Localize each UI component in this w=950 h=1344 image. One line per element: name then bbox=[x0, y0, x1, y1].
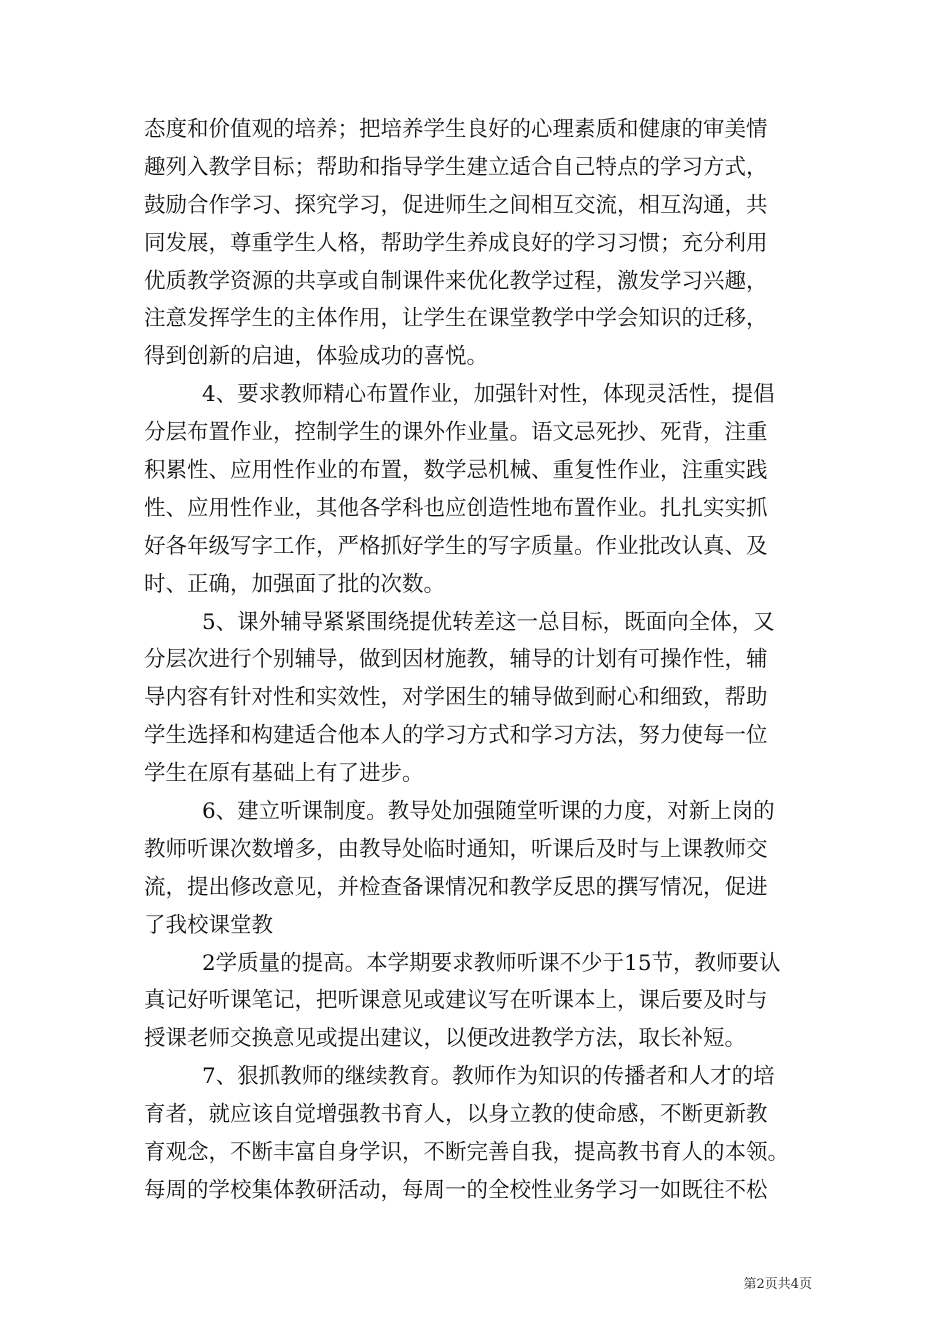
text-line: 积累性、应用性作业的布置，数学忌机械、重复性作业，注重实践 bbox=[144, 458, 768, 484]
paragraph-start-line: 4、要求教师精心布置作业，加强针对性，体现灵活性，提倡 bbox=[202, 382, 775, 408]
text-line: 育者，就应该自觉增强教书育人，以身立教的使命感，不断更新教 bbox=[144, 1102, 768, 1128]
text-line: 时、正确，加强面了批的次数。 bbox=[144, 571, 446, 597]
text-line: 学生选择和构建适合他本人的学习方式和学习方法，努力使每一位 bbox=[144, 723, 768, 749]
text-line: 趣列入教学目标；帮助和指导学生建立适合自己特点的学习方式， bbox=[144, 154, 768, 180]
text-line: 性、应用性作业，其他各学科也应创造性地布置作业。扎扎实实抓 bbox=[144, 495, 768, 521]
text-line: 态度和价值观的培养；把培养学生良好的心理素质和健康的审美情 bbox=[144, 117, 768, 142]
text-line: 授课老师交换意见或提出建议，以便改进教学方法，取长补短。 bbox=[144, 1026, 747, 1052]
text-line: 导内容有针对性和实效性，对学困生的辅导做到耐心和细致，帮助 bbox=[144, 685, 768, 711]
text-line: 学生在原有基础上有了进步。 bbox=[144, 761, 424, 787]
text-line: 真记好听课笔记，把听课意见或建议写在听课本上，课后要及时与 bbox=[144, 988, 768, 1014]
text-line: 育观念，不断丰富自身学识，不断完善自我，提高教书育人的本领。 bbox=[144, 1140, 790, 1166]
paragraph-start-line: 6、建立听课制度。教导处加强随堂听课的力度，对新上岗的 bbox=[202, 799, 775, 825]
document-body bbox=[144, 111, 814, 1210]
text-line: 流，提出修改意见，并检查备课情况和教学反思的撰写情况，促进 bbox=[144, 874, 768, 900]
paragraph-start-line: 2学质量的提高。本学期要求教师听课不少于15节，教师要认 bbox=[202, 950, 781, 976]
text-line: 得到创新的启迪，体验成功的喜悦。 bbox=[144, 344, 489, 370]
paragraph-start-line: 5、课外辅导紧紧围绕提优转差这一总目标，既面向全体，又 bbox=[202, 609, 775, 635]
text-line: 分层次进行个别辅导，做到因材施教，辅导的计划有可操作性，辅 bbox=[144, 647, 768, 673]
text-line: 注意发挥学生的主体作用，让学生在课堂教学中学会知识的迁移， bbox=[144, 306, 768, 332]
text-line: 教师听课次数增多，由教导处临时通知，听课后及时与上课教师交 bbox=[144, 836, 768, 862]
text-line: 同发展，尊重学生人格，帮助学生养成良好的学习习惯；充分利用 bbox=[144, 230, 768, 256]
text-line: 了我校课堂教 bbox=[144, 912, 274, 938]
page-number-footer bbox=[702, 1277, 812, 1293]
text-line: 鼓励合作学习、探究学习，促进师生之间相互交流，相互沟通，共 bbox=[144, 192, 768, 218]
text-line: 分层布置作业，控制学生的课外作业量。语文忌死抄、死背，注重 bbox=[144, 420, 768, 446]
paragraph-start-line: 7、狠抓教师的继续教育。教师作为知识的传播者和人才的培 bbox=[202, 1064, 775, 1090]
text-line: 好各年级写字工作，严格抓好学生的写字质量。作业批改认真、及 bbox=[144, 533, 768, 559]
text-line: 优质教学资源的共享或自制课件来优化教学过程，激发学习兴趣， bbox=[144, 268, 768, 294]
text-line: 每周的学校集体教研活动，每周一的全校性业务学习一如既往不松 bbox=[144, 1177, 768, 1203]
page-number-label: 第2页共4页 bbox=[743, 1277, 812, 1292]
